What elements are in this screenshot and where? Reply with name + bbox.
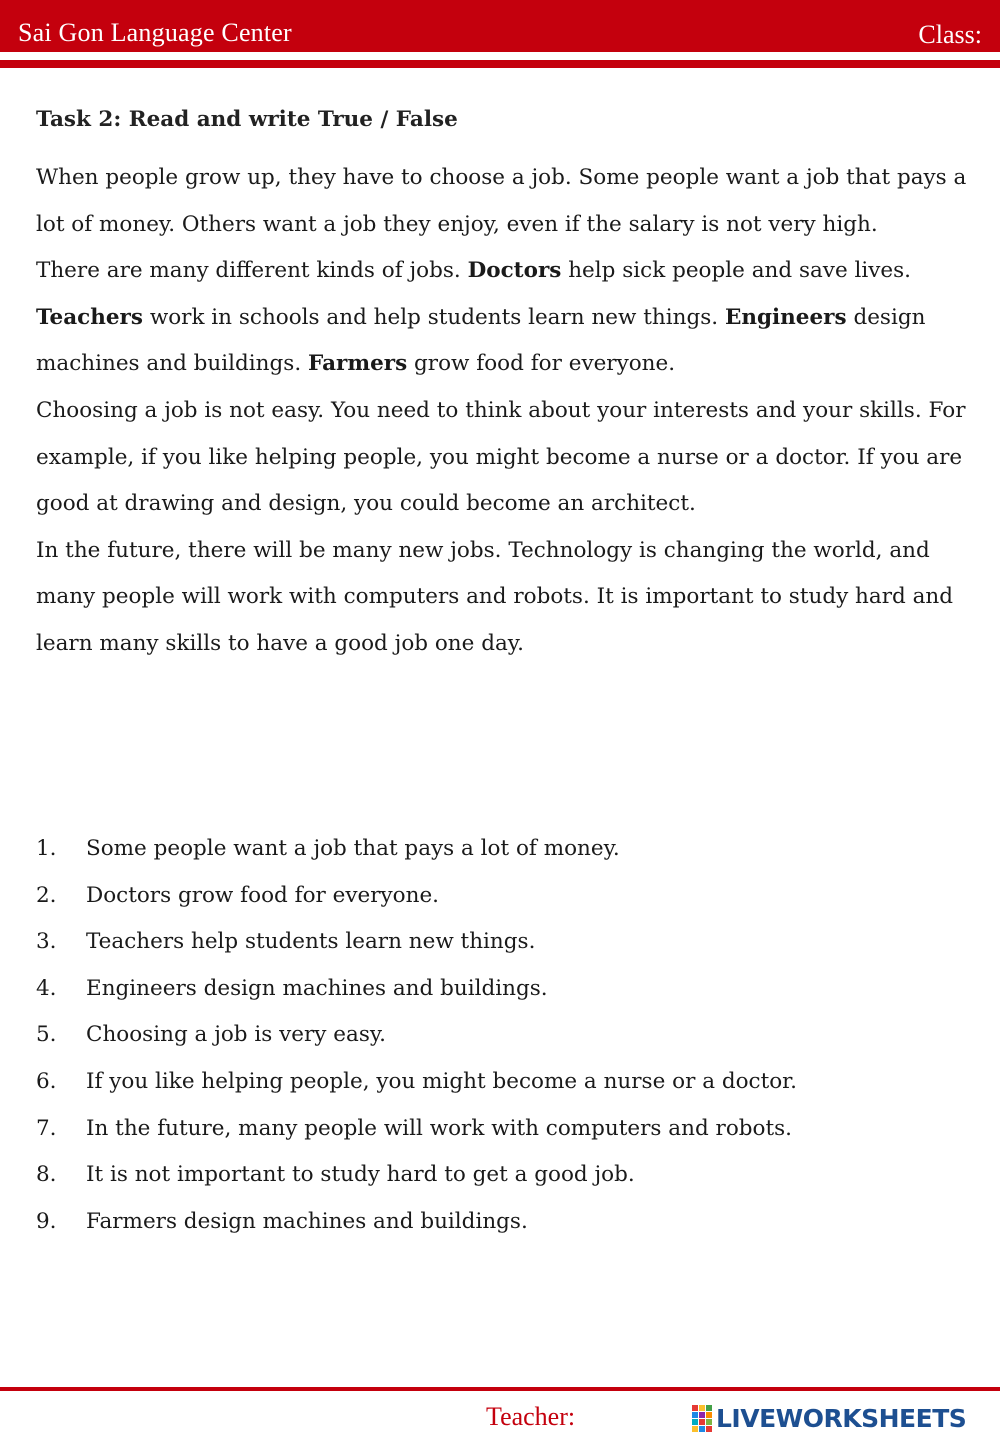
reading-passage bbox=[36, 155, 986, 668]
teacher-label: Teacher: bbox=[486, 1402, 576, 1431]
question-item: 8. It is not important to study hard to get a good job. bbox=[36, 1162, 635, 1188]
task-title: Task 2: Read and write True / False bbox=[36, 107, 458, 132]
question-list bbox=[36, 826, 836, 1245]
keyword-doctors: Doctors bbox=[467, 258, 562, 284]
question-item: 1. Some people want a job that pays a lot of money. bbox=[36, 836, 620, 861]
passage-paragraph-1: When people grow up, they have to choose a job. Some people want a job that pays a lot of money. Others want a job they enjoy, even if the salary is not very high. bbox=[36, 165, 967, 237]
question-item: 4. Engineers design machines and buildings. bbox=[36, 975, 548, 1001]
keyword-engineers: Engineers bbox=[724, 304, 847, 330]
liveworksheets-logo-text: LIVEWORKSHEETS bbox=[716, 1404, 967, 1433]
question-item: 2. Doctors grow food for everyone. bbox=[36, 882, 439, 908]
question-item: 7. In the future, many people will work with computers and robots. bbox=[36, 1115, 792, 1141]
question-item: 9. Farmers design machines and buildings. bbox=[36, 1208, 528, 1234]
center-name: Sai Gon Language Center bbox=[18, 18, 292, 47]
passage-paragraph-4: In the future, there will be many new jobs. Technology is changing the world, and many people will work with computers and robots. It is important to study hard and learn many skills to have a good job one day. bbox=[36, 537, 954, 656]
liveworksheets-logo[interactable] bbox=[692, 1404, 966, 1433]
question-item: 5. Choosing a job is very easy. bbox=[36, 1022, 386, 1048]
class-label: Class: bbox=[918, 20, 982, 49]
passage-paragraph-3: Choosing a job is not easy. You need to think about your interests and your skills. For example, if you like helping people, you might become a nurse or a doctor. If you are good at drawing and design, you could become an architect. bbox=[36, 397, 966, 517]
header-divider bbox=[0, 60, 1000, 68]
header-bar bbox=[0, 0, 1000, 52]
question-item: 6. If you like helping people, you might become a nurse or a doctor. bbox=[36, 1068, 797, 1094]
keyword-farmers: Farmers bbox=[307, 351, 408, 377]
passage-paragraph-2: There are many different kinds of jobs. Doctors help sick people and save lives. Teachers work in schools and help students learn new things. Engineers design machines and buildings. Farmers grow food for everyone. bbox=[36, 258, 926, 377]
keyword-teachers: Teachers bbox=[36, 304, 143, 330]
liveworksheets-logo-icon bbox=[692, 1405, 712, 1432]
footer-divider bbox=[0, 1387, 1000, 1391]
question-item: 3. Teachers help students learn new things. bbox=[36, 929, 536, 955]
